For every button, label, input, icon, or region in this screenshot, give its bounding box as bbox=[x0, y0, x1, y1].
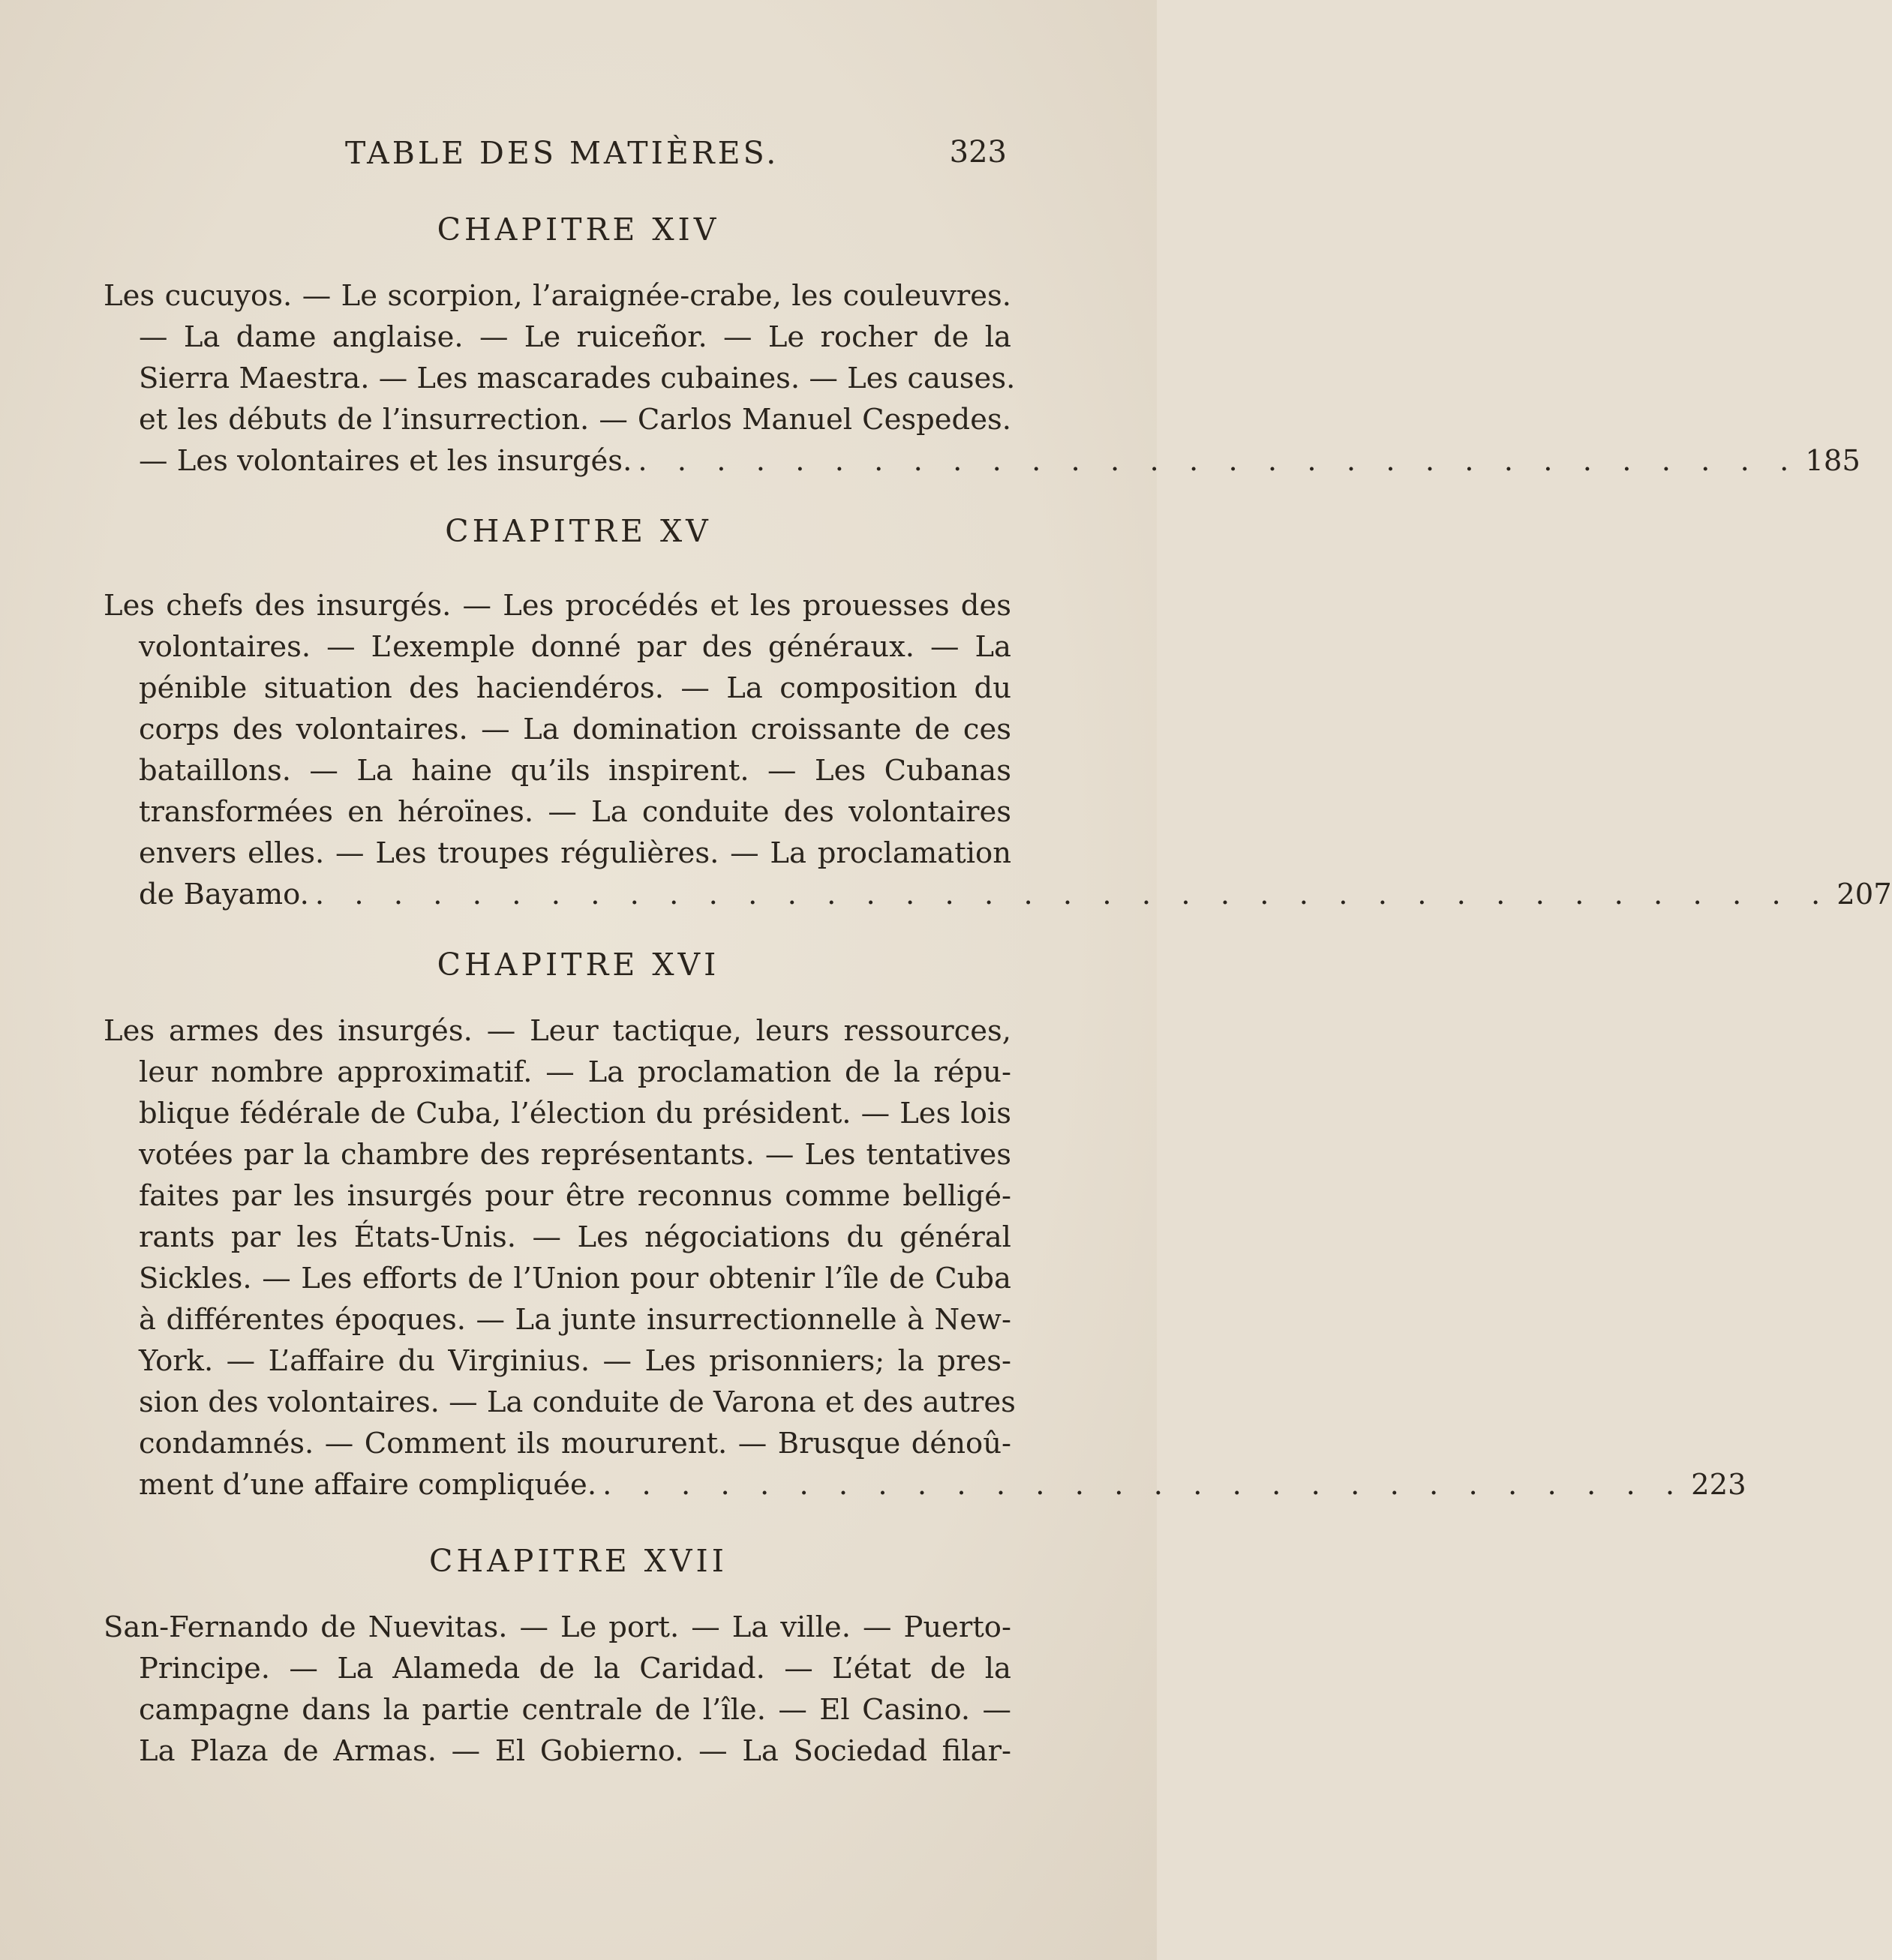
chapter-summary-xv bbox=[104, 585, 1892, 915]
summary-line: Sickles. — Les efforts de l’Union pour obtenir l’île de Cuba bbox=[139, 1262, 1011, 1295]
summary-line: faites par les insurgés pour être reconnus comme belligé- bbox=[139, 1179, 1011, 1213]
chapter-summary-xvi bbox=[104, 1010, 1746, 1505]
chapter-title-xvi: CHAPITRE XVI bbox=[437, 947, 720, 983]
summary-line: Principe. — La Alameda de la Caridad. — L’état de la bbox=[139, 1652, 1011, 1685]
summary-line: sion des volontaires. — La conduite de Varona et des autres bbox=[139, 1385, 1016, 1419]
running-head bbox=[0, 135, 1157, 180]
page-number: 323 bbox=[949, 135, 1007, 170]
summary-line: bataillons. — La haine qu’ils inspirent. — Les Cubanas bbox=[139, 754, 1011, 788]
chapter-title-xv: CHAPITRE XV bbox=[445, 513, 712, 549]
summary-line: corps des volontaires. — La domination croissante de ces bbox=[139, 713, 1011, 746]
summary-line: Les cucuyos. — Le scorpion, l’araignée-crabe, les couleuvres. bbox=[104, 279, 1011, 313]
chapter-page-number: 207 bbox=[1836, 878, 1892, 911]
chapter-summary-xvii bbox=[104, 1607, 1011, 1772]
summary-line: rants par les États-Unis. — Les négociations du général bbox=[139, 1220, 1011, 1254]
summary-line: Les chefs des insurgés. — Les procédés et les prouesses des bbox=[104, 589, 1011, 623]
chapter-page-number: 185 bbox=[1805, 444, 1860, 478]
summary-last-line bbox=[104, 874, 1892, 915]
summary-line: La Plaza de Armas. — El Gobierno. — La Sociedad filar- bbox=[139, 1734, 1011, 1768]
summary-line: transformées en héroïnes. — La conduite des volontaires bbox=[139, 795, 1011, 829]
summary-line: votées par la chambre des représentants. — Les tentatives bbox=[139, 1138, 1011, 1172]
summary-line: San-Fernando de Nuevitas. — Le port. — La ville. — Puerto- bbox=[104, 1610, 1011, 1644]
summary-line: condamnés. — Comment ils moururent. — Brusque dénoû- bbox=[139, 1427, 1011, 1460]
summary-line: — La dame anglaise. — Le ruiceñor. — Le rocher de la bbox=[139, 320, 1011, 354]
summary-line: pénible situation des haciendéros. — La composition du bbox=[139, 671, 1011, 705]
running-title: TABLE DES MATIÈRES. bbox=[345, 135, 779, 171]
chapter-summary-xiv bbox=[104, 275, 1860, 482]
summary-line: envers elles. — Les troupes régulières. — La proclamation bbox=[139, 836, 1011, 870]
chapter-title-xiv: CHAPITRE XIV bbox=[437, 212, 720, 248]
summary-last-line bbox=[104, 440, 1860, 482]
summary-line: campagne dans la partie centrale de l’île. — El Casino. — bbox=[139, 1693, 1011, 1727]
summary-last-line bbox=[104, 1464, 1746, 1505]
dot-leader: . . . . . . . . . . . . . . . . . . . . . . . . . . . . . . bbox=[638, 444, 1800, 478]
summary-line: York. — L’affaire du Virginius. — Les prisonniers; la pres- bbox=[139, 1344, 1011, 1378]
summary-line: blique fédérale de Cuba, l’élection du président. — Les lois bbox=[139, 1097, 1011, 1130]
summary-line: — Les volontaires et les insurgés. bbox=[139, 444, 632, 478]
dot-leader: . . . . . . . . . . . . . . . . . . . . . . . . . . . . bbox=[602, 1468, 1686, 1502]
summary-line: ment d’une affaire compliquée. bbox=[139, 1468, 597, 1502]
summary-line: à différentes époques. — La junte insurrectionnelle à New- bbox=[139, 1303, 1011, 1337]
summary-line: et les débuts de l’insurrection. — Carlos Manuel Cespedes. bbox=[139, 403, 1011, 437]
summary-line: volontaires. — L’exemple donné par des généraux. — La bbox=[139, 630, 1011, 664]
chapter-title-xvii: CHAPITRE XVII bbox=[429, 1543, 728, 1579]
summary-line: leur nombre approximatif. — La proclamation de la répu- bbox=[139, 1055, 1011, 1089]
chapter-page-number: 223 bbox=[1691, 1468, 1746, 1502]
summary-line: Les armes des insurgés. — Leur tactique, leurs ressources, bbox=[104, 1014, 1011, 1048]
summary-line: de Bayamo. bbox=[139, 878, 309, 911]
summary-line: Sierra Maestra. — Les mascarades cubaines. — Les causes. bbox=[139, 362, 1016, 395]
dot-leader: . . . . . . . . . . . . . . . . . . . . . . . . . . . . . . . . . . . . . . . bbox=[314, 878, 1831, 911]
